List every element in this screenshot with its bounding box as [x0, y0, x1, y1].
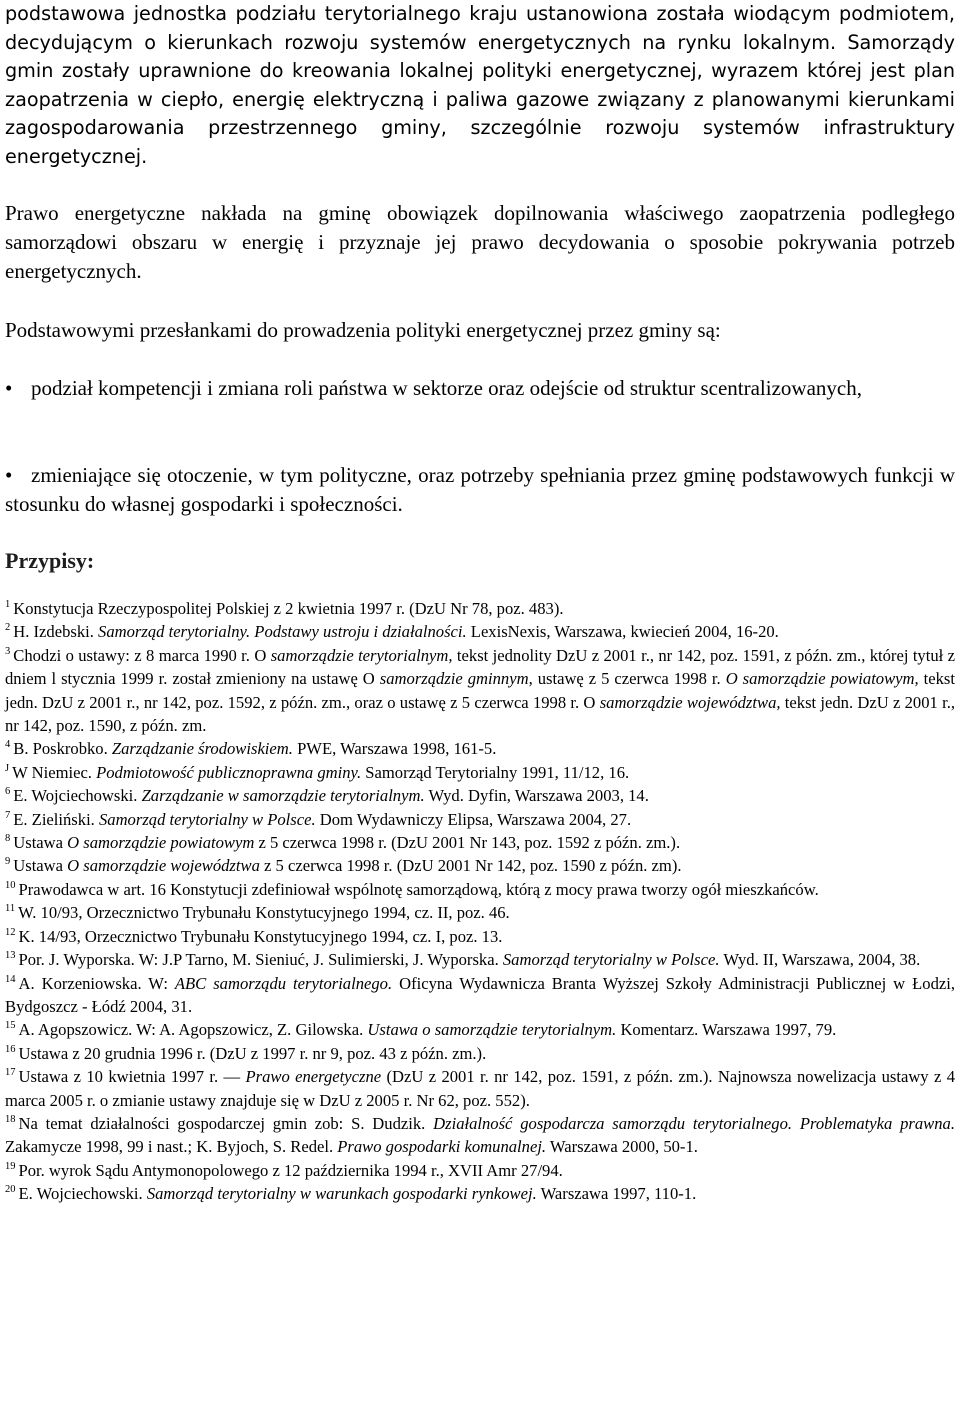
footnote-number: 9 [5, 856, 11, 868]
footnote-text: ustawę z 5 czerwca 1998 r. [532, 669, 726, 689]
footnote-text: Warszawa 1997, 110-1. [536, 1184, 697, 1204]
footnotes-list [5, 597, 955, 1206]
footnote-text: Oficyna Wydawnicza Branta Wyższej Szkoły Administracji Publicznej w Łodzi, Bydgoszcz - Łódź 2004, 31. [5, 973, 955, 1016]
footnote-number: 8 [5, 833, 11, 845]
footnote-text: PWE, Warszawa 1998, 161-5. [292, 739, 497, 759]
footnote-text: Prawodawca w art. 16 Konstytucji zdefiniował wspólnotę samorządową, którą z mocy prawa tworzy ogół mieszkańców. [18, 879, 819, 899]
footnote-text: E. Wojciechowski. [13, 786, 142, 806]
footnote-text: Ustawa [13, 833, 68, 853]
footnote-number: 12 [5, 926, 16, 938]
footnote-text: tekst jedn. DzU z 2001 r., nr 142, poz. 1590, z późn. zm. [5, 692, 956, 736]
footnote-number: 14 [5, 973, 16, 985]
footnote-number: 18 [5, 1113, 16, 1125]
footnote-text: Chodzi o ustawy: z 8 marca 1990 r. O [13, 645, 271, 665]
footnote-item [5, 878, 955, 901]
footnote-title: O samorządzie województwa [67, 856, 260, 876]
footnote-item [5, 737, 955, 760]
footnote-number: 20 [5, 1184, 16, 1196]
footnote-text: Warszawa 2000, 50-1. [546, 1137, 698, 1157]
footnote-item [5, 808, 955, 831]
footnote-text: K. 14/93, Orzecznictwo Trybunału Konstytucyjnego 1994, cz. I, poz. 13. [18, 926, 503, 946]
footnote-text: (DzU z 2001 r. nr 142, poz. 1591, z późn. zm.). Najnowsza nowelizacja ustawy z 4 marca 2005 r. o zmianie ustawy znajduje się w DzU z 2005 r. Nr 62, poz. 552). [5, 1067, 955, 1110]
footnote-number: 2 [5, 622, 11, 634]
bullet-marker: • [5, 463, 13, 487]
footnote-title: Prawo energetyczne [245, 1067, 382, 1087]
footnote-title: O samorządzie powiatowym, [725, 669, 919, 689]
footnote-title: Działalność gospodarcza samorządu terytorialnego. Problematyka prawna. [433, 1113, 955, 1133]
footnote-text: Samorząd Terytorialny 1991, 11/12, 16. [361, 762, 630, 782]
bullet-marker: • [5, 376, 13, 400]
body-paragraph: Podstawowymi przesłankami do prowadzenia polityki energetycznej przez gminy są: [5, 318, 721, 342]
footnote-item [5, 972, 955, 1019]
footnote-text: Ustawa [13, 856, 68, 876]
footnote-text: Por. J. Wyporska. W: J.P Tarno, M. Sieniuć, J. Sulimierski, J. Wyporska. [18, 950, 503, 970]
footnote-text: W Niemiec. [12, 762, 97, 782]
bullet-text: zmieniające się otoczenie, w tym polityczne, oraz potrzeby spełniania przez gminę podstawowych funkcji w stosunku do własnej gospodarki i społeczności. [5, 463, 955, 516]
footnote-text: Por. wyrok Sądu Antymonopolowego z 12 października 1994 r., XVII Amr 27/94. [18, 1160, 563, 1180]
footnote-text: H. Izdebski. [13, 622, 99, 642]
footnote-item [5, 831, 955, 854]
footnote-number: 13 [5, 950, 16, 962]
footnote-item [5, 620, 955, 643]
footnote-title: samorządzie województwa, [599, 692, 781, 712]
footnote-item [5, 1042, 955, 1065]
body-paragraph: Prawo energetyczne nakłada na gminę obowiązek dopilnowania właściwego zaopatrzenia podległego samorządowi obszaru w energię i przyznaje jej prawo decydowania o sposobie pokrywania potrzeb energetycznych. [5, 201, 955, 283]
footnote-item [5, 1159, 955, 1182]
footnote-text: B. Poskrobko. [13, 739, 112, 759]
footnote-item [5, 784, 955, 807]
footnote-text: LexisNexis, Warszawa, kwiecień 2004, 16-20. [466, 622, 779, 642]
footnote-number: J [5, 762, 10, 774]
body-paragraph: podstawowa jednostka podziału terytorialnego kraju ustanowiona została wiodącym podmiotem, decydującym o kierunkach rozwoju systemów energetycznych na rynku lokalnym. Samorządy gmin zostały uprawnione do kreowania lokalnej polityki energetycznej, wyrazem której jest plan zaopatrzenia w ciepło, energię elektryczną i paliwa gazowe związany z planowanymi kierunkami zagospodarowania przestrzennego gminy, szczególnie rozwoju systemów infrastruktury energetycznej. [5, 2, 955, 168]
footnote-item [5, 1065, 955, 1112]
footnote-text: tekst jednolity DzU z 2001 r., nr 142, poz. 1591, z późn. zm., której tytuł z dniem l stycznia 1999 r. został zmieniony na ustawę O [5, 645, 955, 689]
footnote-item [5, 1182, 955, 1205]
footnote-number: 4 [5, 739, 11, 751]
footnote-text: z 5 czerwca 1998 r. (DzU 2001 Nr 142, poz. 1590 z późn. zm). [259, 856, 682, 876]
footnote-number: 17 [5, 1067, 16, 1079]
footnote-item [5, 948, 955, 971]
footnote-text: A. Korzeniowska. W: [18, 973, 175, 993]
footnote-text: Dom Wydawniczy Elipsa, Warszawa 2004, 27. [315, 809, 632, 829]
footnote-text: Na temat działalności gospodarczej gmin zob: S. Dudzik. [18, 1113, 434, 1133]
footnote-title: Zarządzanie w samorządzie terytorialnym. [141, 786, 425, 806]
footnote-text: Wyd. II, Warszawa, 2004, 38. [719, 950, 921, 970]
footnote-text: z 5 czerwca 1998 r. (DzU 2001 Nr 143, poz. 1592 z późn. zm.). [254, 833, 681, 853]
footnote-title: Zarządzanie środowiskiem. [111, 739, 293, 759]
bullet-item [5, 461, 955, 519]
footnote-title: samorządzie gminnym, [379, 669, 533, 689]
footnote-number: 19 [5, 1160, 16, 1172]
footnote-number: 7 [5, 809, 11, 821]
footnote-text: E. Wojciechowski. [18, 1184, 147, 1204]
footnote-title: Samorząd terytorialny w warunkach gospodarki rynkowej. [146, 1184, 537, 1204]
footnote-number: 15 [5, 1020, 16, 1032]
footnote-title: Samorząd terytorialny. Podstawy ustroju i działalności. [98, 622, 467, 642]
footnote-title: Samorząd terytorialny w Polsce. [502, 950, 720, 970]
footnote-title: Prawo gospodarki komunalnej. [337, 1137, 547, 1157]
footnote-item [5, 854, 955, 877]
footnote-title: ABC samorządu terytorialnego. [174, 973, 393, 993]
footnote-text: E. Zieliński. [13, 809, 99, 829]
footnote-item [5, 1018, 955, 1041]
footnote-text: Konstytucja Rzeczypospolitej Polskiej z 2 kwietnia 1997 r. (DzU Nr 78, poz. 483). [13, 599, 564, 618]
footnote-title: samorządzie terytorialnym, [270, 645, 453, 665]
footnote-title: Ustawa o samorządzie terytorialnym. [367, 1020, 617, 1040]
footnote-number: 11 [5, 903, 16, 915]
footnote-item [5, 597, 955, 620]
footnote-item [5, 925, 955, 948]
footnote-item [5, 761, 955, 784]
footnote-text: A. Agopszowicz. W: A. Agopszowicz, Z. Gilowska. [18, 1020, 368, 1040]
footnote-title: Samorząd terytorialny w Polsce. [98, 809, 316, 829]
footnote-item [5, 901, 955, 924]
footnote-text: Wyd. Dyfin, Warszawa 2003, 14. [424, 786, 649, 806]
footnote-text: tekst jedn. DzU z 2001 r., nr 142, poz. 1592, z późn. zm., oraz o ustawę z 5 czerwca 1998 r. O [5, 669, 956, 712]
footnote-text: W. 10/93, Orzecznictwo Trybunału Konstytucyjnego 1994, cz. II, poz. 46. [18, 903, 510, 923]
footnote-text: Ustawa z 10 kwietnia 1997 r. — [18, 1067, 246, 1087]
footnotes-heading: Przypisy: [5, 548, 95, 573]
footnote-item [5, 1112, 955, 1159]
footnote-title: Podmiotowość publicznoprawna gminy. [96, 762, 362, 782]
footnote-text: Komentarz. Warszawa 1997, 79. [616, 1020, 837, 1040]
bullet-item [5, 374, 955, 403]
footnote-number: 16 [5, 1043, 16, 1055]
footnote-number: 1 [5, 599, 11, 610]
footnote-item [5, 644, 955, 738]
footnote-number: 6 [5, 786, 11, 798]
footnote-title: O samorządzie powiatowym [67, 833, 255, 853]
footnote-number: 3 [5, 645, 11, 657]
footnote-text: Ustawa z 20 grudnia 1996 r. (DzU z 1997 r. nr 9, poz. 43 z późn. zm.). [18, 1043, 487, 1063]
bullet-text: podział kompetencji i zmiana roli państwa w sektorze oraz odejście od struktur scentralizowanych, [31, 376, 862, 400]
footnote-text: Zakamycze 1998, 99 i nast.; K. Byjoch, S. Redel. [5, 1137, 338, 1157]
footnote-number: 10 [5, 879, 16, 891]
